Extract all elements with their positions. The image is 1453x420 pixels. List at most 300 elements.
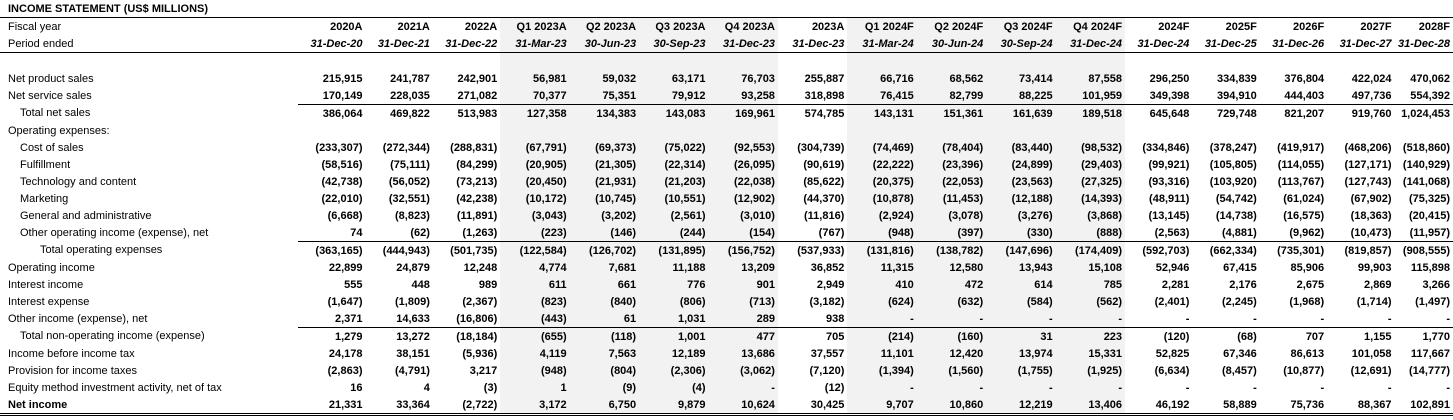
value-cell (433, 122, 500, 139)
value-cell: - (1320, 312, 1325, 325)
value-cell: (5,936) (462, 347, 498, 360)
value-cell: 31 (986, 328, 1055, 346)
value-cell: (2,924) (847, 207, 916, 224)
value-cell: 3,266 (1422, 278, 1450, 291)
value-cell: 151,361 (917, 105, 986, 123)
row-label: Equity method investment activity, net of tax (8, 381, 222, 394)
spacer-cell (500, 53, 569, 71)
value-cell: (90,619) (803, 158, 845, 171)
value-cell: (67,902) (1350, 192, 1392, 205)
value-cell: (160) (917, 328, 986, 346)
period-date: 31-Dec-27 (1327, 35, 1394, 53)
column-header: Q1 2023A (500, 18, 569, 36)
value-cell: 729,748 (1192, 105, 1259, 123)
value-cell: (1,925) (1056, 362, 1125, 379)
period-date: 31-Dec-28 (1395, 35, 1453, 53)
value-cell: (146) (570, 224, 639, 242)
value-cell: 376,804 (1284, 72, 1325, 85)
value-cell: (3,276) (986, 207, 1055, 224)
value-cell: (56,052) (388, 175, 430, 188)
value-cell: (27,325) (1056, 173, 1125, 190)
value-cell: (85,622) (803, 175, 845, 188)
value-cell: (62) (410, 226, 430, 239)
column-header: Q4 2023A (709, 18, 778, 36)
value-cell: 448 (411, 278, 430, 291)
value-cell: 13,209 (709, 259, 778, 276)
value-cell (500, 122, 569, 139)
value-cell: (244) (639, 224, 708, 242)
value-cell: (29,403) (1056, 156, 1125, 173)
value-cell: (131,816) (847, 242, 916, 260)
value-cell: (8,823) (395, 209, 430, 222)
value-cell: 1,031 (639, 310, 708, 328)
value-cell: 88,225 (986, 87, 1055, 105)
value-cell: (10,551) (639, 190, 708, 207)
value-cell: 2,371 (334, 312, 363, 325)
value-cell: (22,314) (639, 156, 708, 173)
value-cell: 1,770 (1395, 328, 1453, 346)
value-cell: 76,415 (847, 87, 916, 105)
value-cell: (99,921) (1148, 158, 1190, 171)
value-cell: 2,949 (816, 278, 845, 291)
value-cell: (272,344) (382, 141, 430, 154)
value-cell: (83,440) (986, 139, 1055, 156)
value-cell: - (1387, 381, 1392, 394)
value-cell: 1,155 (1327, 328, 1394, 346)
value-cell: (126,702) (570, 242, 639, 260)
value-cell: (592,703) (1125, 242, 1192, 260)
value-cell: 38,151 (396, 347, 430, 360)
value-cell: (26,095) (709, 156, 778, 173)
value-cell: 6,750 (570, 396, 639, 415)
value-cell: 989 (478, 278, 498, 291)
period-date: 30-Jun-23 (570, 35, 639, 53)
value-cell: (75,325) (1409, 192, 1450, 205)
table-row (0, 190, 1453, 207)
value-cell: 1 (500, 379, 569, 396)
value-cell: (24,899) (986, 156, 1055, 173)
value-cell: 161,639 (986, 105, 1055, 123)
table-row (0, 396, 1453, 415)
value-cell: (61,024) (1283, 192, 1325, 205)
value-cell: 12,219 (986, 396, 1055, 415)
value-cell: (11,816) (803, 209, 845, 222)
value-cell: - (709, 379, 778, 396)
value-cell: 101,959 (1056, 87, 1125, 105)
spacer-cell (433, 53, 500, 71)
value-cell: 241,787 (390, 72, 430, 85)
value-cell: (9) (570, 379, 639, 396)
value-cell: (214) (847, 328, 916, 346)
period-date: 31-Dec-22 (433, 35, 500, 53)
column-header: 2028F (1418, 20, 1450, 33)
column-header: Q2 2024F (917, 18, 986, 36)
value-cell: 115,898 (1410, 261, 1450, 274)
value-cell: (823) (500, 293, 569, 310)
value-cell: 334,839 (1217, 72, 1257, 85)
value-cell: (12,188) (986, 190, 1055, 207)
value-cell: 296,250 (1149, 72, 1190, 85)
value-cell: 11,101 (847, 345, 916, 362)
value-cell: 228,035 (390, 89, 430, 102)
value-cell: 24,879 (396, 261, 430, 274)
table-row (0, 70, 1453, 87)
value-cell: (120) (1125, 328, 1192, 346)
value-cell: 785 (1056, 276, 1125, 293)
value-cell: (113,767) (1277, 175, 1325, 188)
value-cell: (3,078) (917, 207, 986, 224)
value-cell: 919,760 (1327, 105, 1394, 123)
column-header: Q4 2024F (1056, 18, 1125, 36)
value-cell: 21,331 (298, 396, 365, 415)
value-cell: - (1253, 381, 1257, 394)
spacer-cell (366, 53, 433, 71)
value-cell: (11,891) (456, 209, 498, 222)
table-row (0, 224, 1453, 242)
spacer-cell (847, 53, 916, 71)
value-cell: 12,580 (917, 259, 986, 276)
value-cell: 3,172 (500, 396, 569, 415)
value-cell: (2,722) (433, 396, 500, 415)
value-cell: - (1320, 381, 1325, 394)
value-cell: (233,307) (315, 141, 363, 154)
table-row (0, 328, 1453, 346)
column-header: 2020A (330, 20, 363, 33)
value-cell: 4,774 (500, 259, 569, 276)
value-cell: (562) (1056, 293, 1125, 310)
value-cell: 59,032 (570, 70, 639, 87)
value-cell: 661 (570, 276, 639, 293)
value-cell: 2,281 (1161, 278, 1190, 291)
value-cell: (23,396) (917, 156, 986, 173)
column-header: 2023A (811, 20, 845, 33)
value-cell: 444,403 (1284, 89, 1325, 102)
value-cell: (13,145) (1148, 209, 1190, 222)
value-cell: (948) (847, 224, 916, 242)
value-cell: 11,315 (847, 259, 916, 276)
value-cell: - (1446, 381, 1450, 394)
table-row (0, 156, 1453, 173)
value-cell: 611 (500, 276, 569, 293)
value-cell: - (917, 310, 986, 328)
value-cell: (22,222) (847, 156, 916, 173)
table-row (0, 345, 1453, 362)
value-cell: (10,172) (500, 190, 569, 207)
value-cell: 821,207 (1260, 105, 1327, 123)
value-cell: (75,111) (390, 158, 430, 171)
value-cell: (443) (500, 310, 569, 328)
value-cell: 271,082 (457, 89, 498, 102)
period-ended-row (0, 35, 1453, 53)
value-cell: 70,377 (500, 87, 569, 105)
value-cell: (11,453) (917, 190, 986, 207)
value-cell: (105,805) (1209, 158, 1257, 171)
value-cell: (1,755) (986, 362, 1055, 379)
value-cell: 470,062 (1410, 72, 1450, 85)
value-cell: 15,108 (1056, 259, 1125, 276)
value-cell: 289 (709, 310, 778, 328)
spacer-cell (917, 53, 986, 71)
value-cell: 394,910 (1217, 89, 1257, 102)
value-cell: 9,707 (847, 396, 916, 415)
value-cell: 10,624 (709, 396, 778, 415)
value-cell: (21,305) (570, 156, 639, 173)
value-cell: (127,743) (1344, 175, 1392, 188)
value-cell: (14,777) (1409, 364, 1450, 377)
value-cell: 68,562 (917, 70, 986, 87)
value-cell: 901 (709, 276, 778, 293)
value-cell: (10,473) (1350, 226, 1392, 239)
value-cell: (735,301) (1260, 242, 1327, 260)
value-cell: (54,742) (1215, 192, 1257, 205)
value-cell: 349,398 (1149, 89, 1190, 102)
row-label: Interest income (8, 278, 84, 291)
value-cell: 52,825 (1155, 347, 1190, 360)
value-cell: (8,457) (1221, 364, 1257, 377)
column-header: 2027F (1360, 20, 1392, 33)
value-cell: 75,351 (570, 87, 639, 105)
value-cell: 3,217 (469, 364, 498, 377)
value-cell: (6,668) (327, 209, 363, 222)
period-date: 31-Dec-24 (1056, 35, 1125, 53)
value-cell: (140,929) (1402, 158, 1450, 171)
value-cell: (908,555) (1395, 242, 1453, 260)
row-label: Total operating expenses (40, 244, 163, 257)
value-cell: (16,806) (456, 312, 498, 325)
value-cell: (632) (917, 293, 986, 310)
value-cell: (3,182) (809, 295, 845, 308)
value-cell: 4 (423, 381, 430, 394)
value-cell: 555 (344, 278, 363, 291)
value-cell: 386,064 (298, 105, 365, 123)
value-cell: (138,782) (917, 242, 986, 260)
value-cell: (12) (824, 381, 845, 394)
value-cell: 513,983 (433, 105, 500, 123)
row-label: Interest expense (8, 295, 90, 308)
value-cell: - (1387, 312, 1392, 325)
value-cell: (288,831) (450, 141, 498, 154)
value-cell (917, 122, 986, 139)
value-cell: (304,739) (797, 141, 845, 154)
value-cell: 707 (1260, 328, 1327, 346)
value-cell (570, 122, 639, 139)
value-cell: 58,889 (1192, 396, 1259, 415)
value-cell: 12,189 (639, 345, 708, 362)
period-date: 30-Sep-23 (639, 35, 708, 53)
value-cell: (127,171) (1344, 158, 1392, 171)
row-label: General and administrative (20, 209, 152, 222)
row-label: Technology and content (20, 175, 137, 188)
row-label: Fulfillment (20, 158, 71, 171)
period-date: 31-Dec-20 (298, 35, 365, 53)
spacer-cell (986, 53, 1055, 71)
value-cell: - (986, 310, 1055, 328)
row-label: Other income (expense), net (8, 312, 148, 325)
value-cell: (3) (483, 381, 498, 394)
value-cell: (44,370) (803, 192, 845, 205)
value-cell: (1,714) (1356, 295, 1392, 308)
value-cell: (84,299) (456, 158, 498, 171)
table-row (0, 276, 1453, 293)
value-cell: (74,469) (847, 139, 916, 156)
value-cell: (584) (986, 293, 1055, 310)
period-date: 31-Dec-21 (366, 35, 433, 53)
value-cell: (1,497) (1415, 295, 1450, 308)
value-cell: (10,878) (847, 190, 916, 207)
period-date: 31-Dec-25 (1192, 35, 1259, 53)
period-date: 31-Mar-24 (847, 35, 916, 53)
spacer-row (0, 53, 1453, 71)
spacer-cell (709, 53, 778, 71)
period-date: 31-Dec-26 (1260, 35, 1327, 53)
value-cell: 33,364 (366, 396, 433, 415)
value-cell: (2,245) (1221, 295, 1257, 308)
value-cell: (20,450) (500, 173, 569, 190)
value-cell: 127,358 (500, 105, 569, 123)
value-cell (847, 122, 916, 139)
value-cell: (10,745) (570, 190, 639, 207)
row-label: Net income (0, 396, 298, 415)
value-cell: - (1056, 379, 1125, 396)
value-cell: 497,736 (1351, 89, 1392, 102)
value-cell: (14,393) (1056, 190, 1125, 207)
period-date: 30-Jun-24 (917, 35, 986, 53)
value-cell: 56,981 (500, 70, 569, 87)
value-cell: 554,392 (1410, 89, 1450, 102)
row-label: Net service sales (8, 89, 92, 102)
value-cell: 255,887 (804, 72, 845, 85)
value-cell: (2,563) (1154, 226, 1190, 239)
value-cell: (156,752) (709, 242, 778, 260)
value-cell: 99,903 (1357, 261, 1392, 274)
spacer-cell (1327, 53, 1394, 71)
value-cell: 614 (986, 276, 1055, 293)
value-cell: 938 (826, 312, 845, 325)
value-cell: 410 (847, 276, 916, 293)
value-cell: 11,188 (639, 259, 708, 276)
value-cell: (98,532) (1056, 139, 1125, 156)
value-cell: 9,879 (639, 396, 708, 415)
value-cell: (397) (917, 224, 986, 242)
value-cell: - (847, 379, 916, 396)
value-cell: 1,001 (639, 328, 708, 346)
value-cell: (3,202) (570, 207, 639, 224)
value-cell: - (1185, 381, 1190, 394)
row-label: Cost of sales (20, 141, 84, 154)
value-cell: 22,899 (328, 261, 363, 274)
value-cell (1056, 122, 1125, 139)
value-cell: 7,563 (570, 345, 639, 362)
value-cell: 52,946 (1155, 261, 1190, 274)
row-label: Net product sales (8, 72, 94, 85)
value-cell: (2,367) (462, 295, 498, 308)
value-cell: 472 (917, 276, 986, 293)
value-cell: (1,263) (462, 226, 498, 239)
value-cell (1260, 122, 1327, 139)
value-cell: (20,905) (500, 156, 569, 173)
value-cell: - (847, 310, 916, 328)
column-header: Q3 2024F (986, 18, 1055, 36)
value-cell: (154) (709, 224, 778, 242)
value-cell: 705 (778, 328, 847, 346)
value-cell: (767) (818, 226, 845, 239)
period-date: 31-Mar-23 (500, 35, 569, 53)
value-cell: 469,822 (366, 105, 433, 123)
value-cell: (840) (570, 293, 639, 310)
value-cell: 79,912 (639, 87, 708, 105)
value-cell: 102,891 (1395, 396, 1453, 415)
value-cell: 16 (350, 381, 363, 394)
value-cell: (12,691) (1350, 364, 1392, 377)
value-cell: (42,738) (321, 175, 363, 188)
row-label: Operating expenses: (8, 124, 110, 137)
spacer-cell (1056, 53, 1125, 71)
value-cell: - (1446, 312, 1450, 325)
value-cell: (662,334) (1192, 242, 1259, 260)
value-cell: 13,686 (709, 345, 778, 362)
table-row (0, 379, 1453, 396)
value-cell: (4,881) (1221, 226, 1257, 239)
value-cell: (174,409) (1056, 242, 1125, 260)
value-cell: 645,648 (1125, 105, 1192, 123)
value-cell: (518,860) (1402, 141, 1450, 154)
spacer-cell (1125, 53, 1192, 71)
title-row (0, 0, 1453, 18)
value-cell: (11,957) (1409, 226, 1450, 239)
value-cell: (22,038) (709, 173, 778, 190)
table-row (0, 173, 1453, 190)
value-cell: 66,716 (847, 70, 916, 87)
value-cell: (948) (500, 362, 569, 379)
table-row (0, 259, 1453, 276)
table-row (0, 293, 1453, 310)
spacer-cell (639, 53, 708, 71)
value-cell: (7,120) (809, 364, 845, 377)
column-header: 2025F (1225, 20, 1257, 33)
value-cell (778, 122, 847, 139)
value-cell: (122,584) (500, 242, 569, 260)
value-cell: 134,383 (570, 105, 639, 123)
value-cell: 242,901 (457, 72, 498, 85)
row-label: Operating income (8, 261, 95, 274)
value-cell: (75,022) (639, 139, 708, 156)
value-cell: 13,974 (986, 345, 1055, 362)
value-cell: (18,363) (1350, 209, 1392, 222)
row-label: Income before income tax (8, 347, 135, 360)
value-cell: (3,010) (709, 207, 778, 224)
value-cell: (2,306) (639, 362, 708, 379)
value-cell: (20,375) (847, 173, 916, 190)
statement-title: INCOME STATEMENT (US$ MILLIONS) (0, 0, 1453, 18)
period-date: 30-Sep-24 (986, 35, 1055, 53)
value-cell: 101,058 (1351, 347, 1392, 360)
value-cell (298, 122, 365, 139)
value-cell: (468,206) (1344, 141, 1392, 154)
value-cell: 30,425 (778, 396, 847, 415)
value-cell (1327, 122, 1394, 139)
row-label: Provision for income taxes (8, 364, 137, 377)
value-cell: (22,010) (321, 192, 363, 205)
value-cell: 574,785 (778, 105, 847, 123)
value-cell: (3,062) (709, 362, 778, 379)
value-cell: (14,738) (1215, 209, 1257, 222)
value-cell: (68) (1192, 328, 1259, 346)
value-cell: (21,931) (570, 173, 639, 190)
value-cell: 215,915 (322, 72, 363, 85)
period-date: 31-Dec-23 (778, 35, 847, 53)
column-header: 2022A (464, 20, 498, 33)
value-cell: 82,799 (917, 87, 986, 105)
